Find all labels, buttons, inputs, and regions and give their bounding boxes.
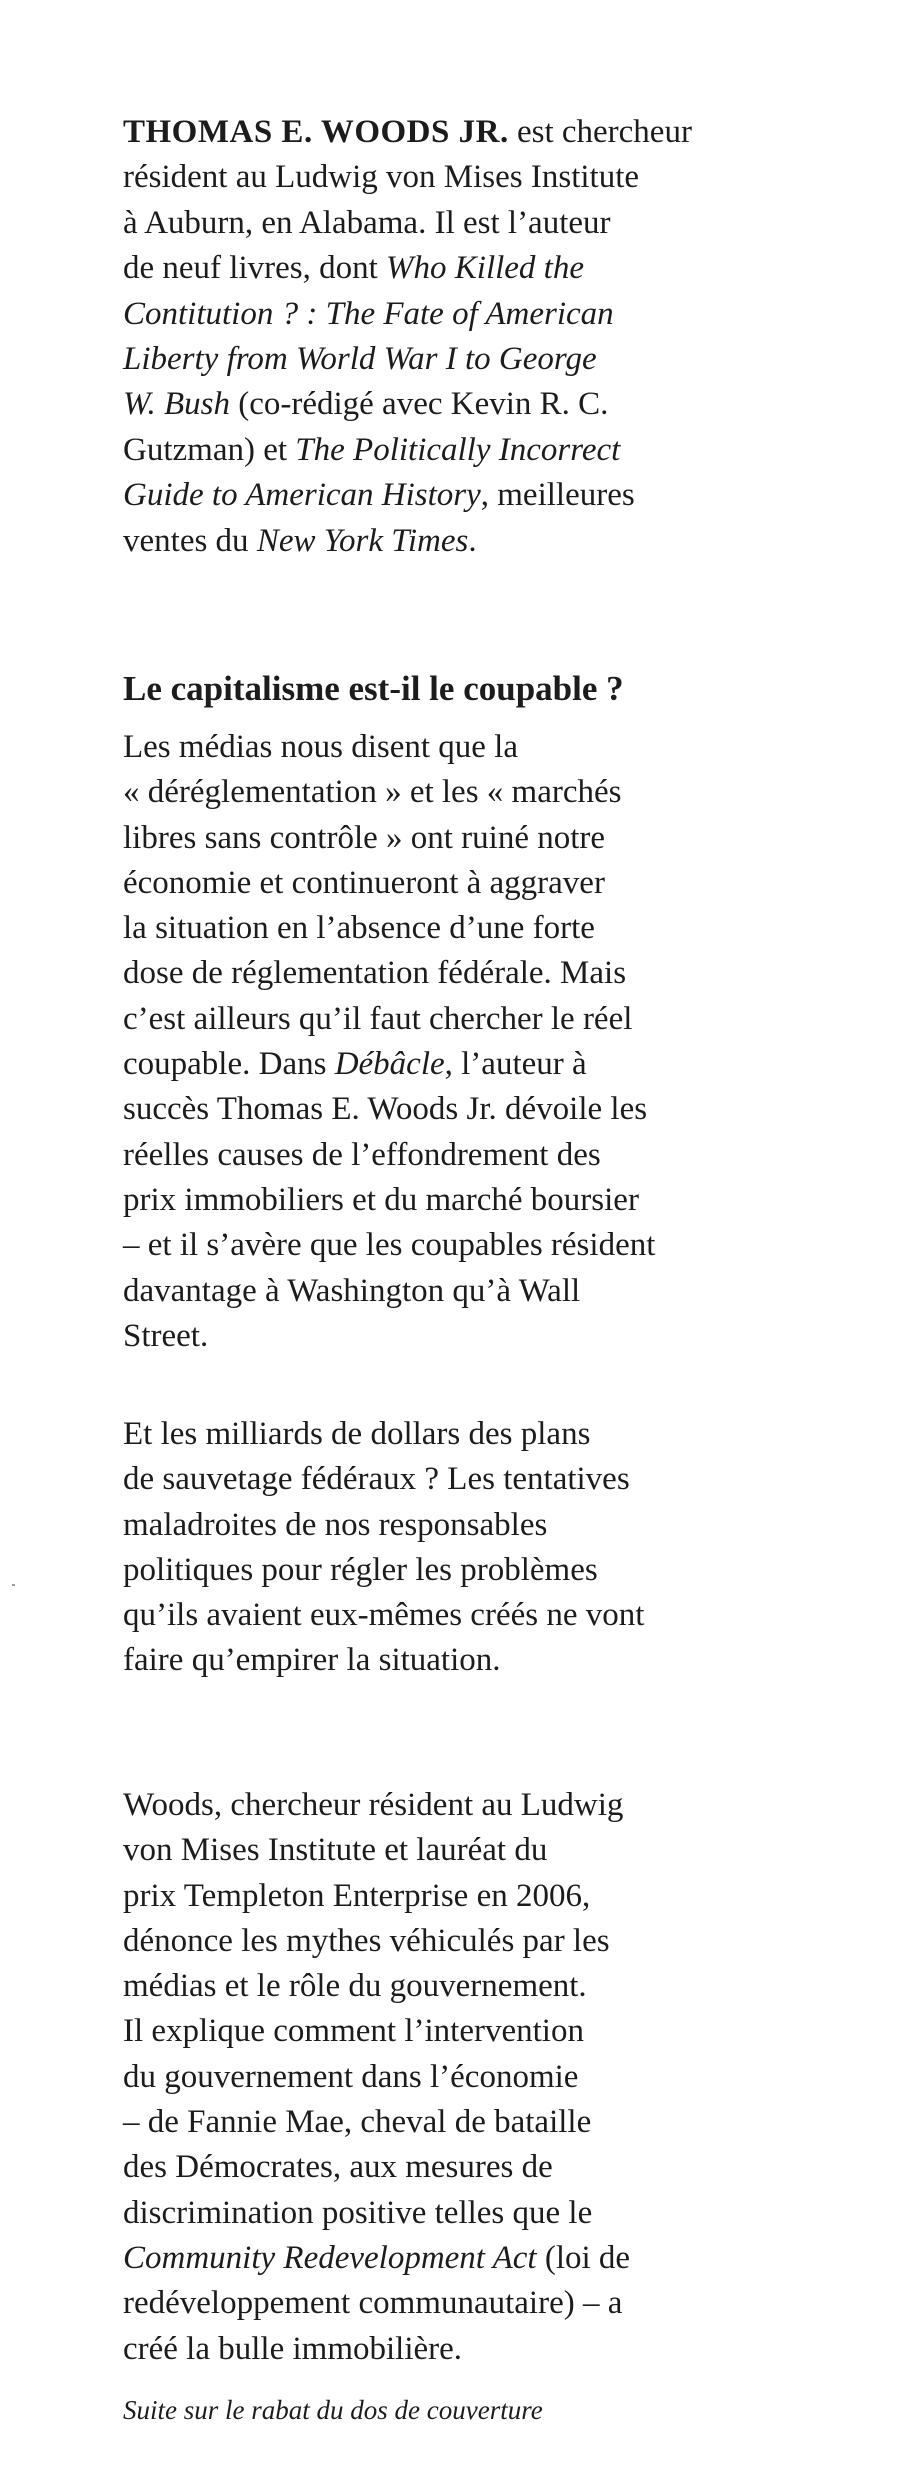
book-title: Who Killed the	[386, 250, 584, 287]
text-line: – de Fannie Mae, cheval de bataille	[123, 2104, 592, 2141]
book-title: Débâcle	[334, 1046, 445, 1083]
margin-mark	[12, 1584, 15, 1586]
text-line: médias et le rôle du gouvernement.	[123, 1968, 587, 2005]
text-line: Et les milliards de dollars des plans	[123, 1416, 591, 1452]
text-line: redéveloppement communautaire) – a	[123, 2285, 623, 2322]
text-line: la situation en l’absence d’une forte	[123, 910, 595, 947]
text-line: c’est ailleurs qu’il faut chercher le réel	[123, 1000, 633, 1037]
text-line: politiques pour régler les problèmes	[123, 1551, 598, 1588]
bio-line: W. Bush (co-rédigé avec Kevin R. C.	[123, 386, 609, 423]
bio-line: Guide to American History, meilleures	[123, 477, 635, 514]
text-line: dénonce les mythes véhiculés par les	[123, 1922, 610, 1959]
book-title: Contitution ? : The Fate of American	[123, 295, 614, 332]
text-line: « déréglementation » et les « marchés	[123, 774, 622, 811]
paragraph-3	[123, 1783, 630, 2372]
text-line: – et il s’avère que les coupables résident	[123, 1227, 656, 1264]
bio-line	[123, 292, 773, 337]
text-line: libres sans contrôle » ont ruiné notre	[123, 819, 606, 856]
text-line: Community Redevelopment Act (loi de	[123, 2239, 631, 2276]
book-title: W. Bush	[123, 386, 230, 423]
text-line: de sauvetage fédéraux ? Les tentatives	[123, 1461, 630, 1498]
paragraph-1	[123, 725, 655, 1359]
text-line: succès Thomas E. Woods Jr. dévoile les	[123, 1091, 648, 1128]
bio-line: ventes du New York Times.	[123, 522, 477, 559]
bio-line: Gutzman) et The Politically Incorrect	[123, 431, 621, 468]
law-title: Community Redevelopment Act	[123, 2239, 537, 2276]
newspaper-title: New York Times	[256, 522, 469, 559]
text-line: prix immobiliers et du marché boursier	[123, 1181, 639, 1218]
book-title: The Politically Incorrect	[295, 431, 621, 468]
text-line: von Mises Institute et lauréat du	[123, 1832, 548, 1869]
text-line: économie et continueront à aggraver	[123, 864, 605, 901]
section-heading: Le capitalisme est-il le coupable ?	[123, 669, 624, 708]
continued-note: Suite sur le rabat du dos de couverture	[123, 2395, 543, 2425]
text-line: discrimination positive telles que le	[123, 2194, 593, 2231]
book-title: Liberty from World War I to George	[123, 341, 597, 378]
text-line: Street.	[123, 1317, 209, 1354]
bio-line: THOMAS E. WOODS JR. est chercheur	[123, 114, 692, 150]
bio-line: à Auburn, en Alabama. Il est l’auteur	[123, 204, 611, 241]
text-line: dose de réglementation fédérale. Mais	[123, 955, 627, 992]
bio-line: résident au Ludwig von Mises Institute	[123, 159, 640, 196]
text-line: qu’ils avaient eux-mêmes créés ne vont	[123, 1597, 645, 1634]
author-name: THOMAS E. WOODS JR.	[123, 114, 509, 150]
text-line: créé la bulle immobilière.	[123, 2330, 463, 2367]
text-line: davantage à Washington qu’à Wall	[123, 1272, 581, 1309]
back-cover-text	[123, 110, 773, 2425]
text-line: réelles causes de l’effondrement des	[123, 1136, 601, 1173]
author-bio	[123, 110, 773, 564]
book-title: Guide to American History	[123, 477, 481, 514]
text-line: prix Templeton Enterprise en 2006,	[123, 1877, 591, 1914]
text-line: Woods, chercheur résident au Ludwig	[123, 1787, 624, 1823]
text-line: du gouvernement dans l’économie	[123, 2058, 579, 2095]
text-line: Les médias nous disent que la	[123, 729, 519, 765]
text-line: faire qu’empirer la situation.	[123, 1642, 501, 1679]
text-line: Il explique comment l’intervention	[123, 2013, 584, 2050]
bio-line	[123, 337, 773, 382]
paragraph-2	[123, 1412, 644, 1684]
text-line: maladroites de nos responsables	[123, 1506, 548, 1543]
text-line: des Démocrates, aux mesures de	[123, 2149, 553, 2186]
text-line: coupable. Dans Débâcle, l’auteur à	[123, 1046, 587, 1083]
bio-line: de neuf livres, dont Who Killed the	[123, 250, 584, 287]
